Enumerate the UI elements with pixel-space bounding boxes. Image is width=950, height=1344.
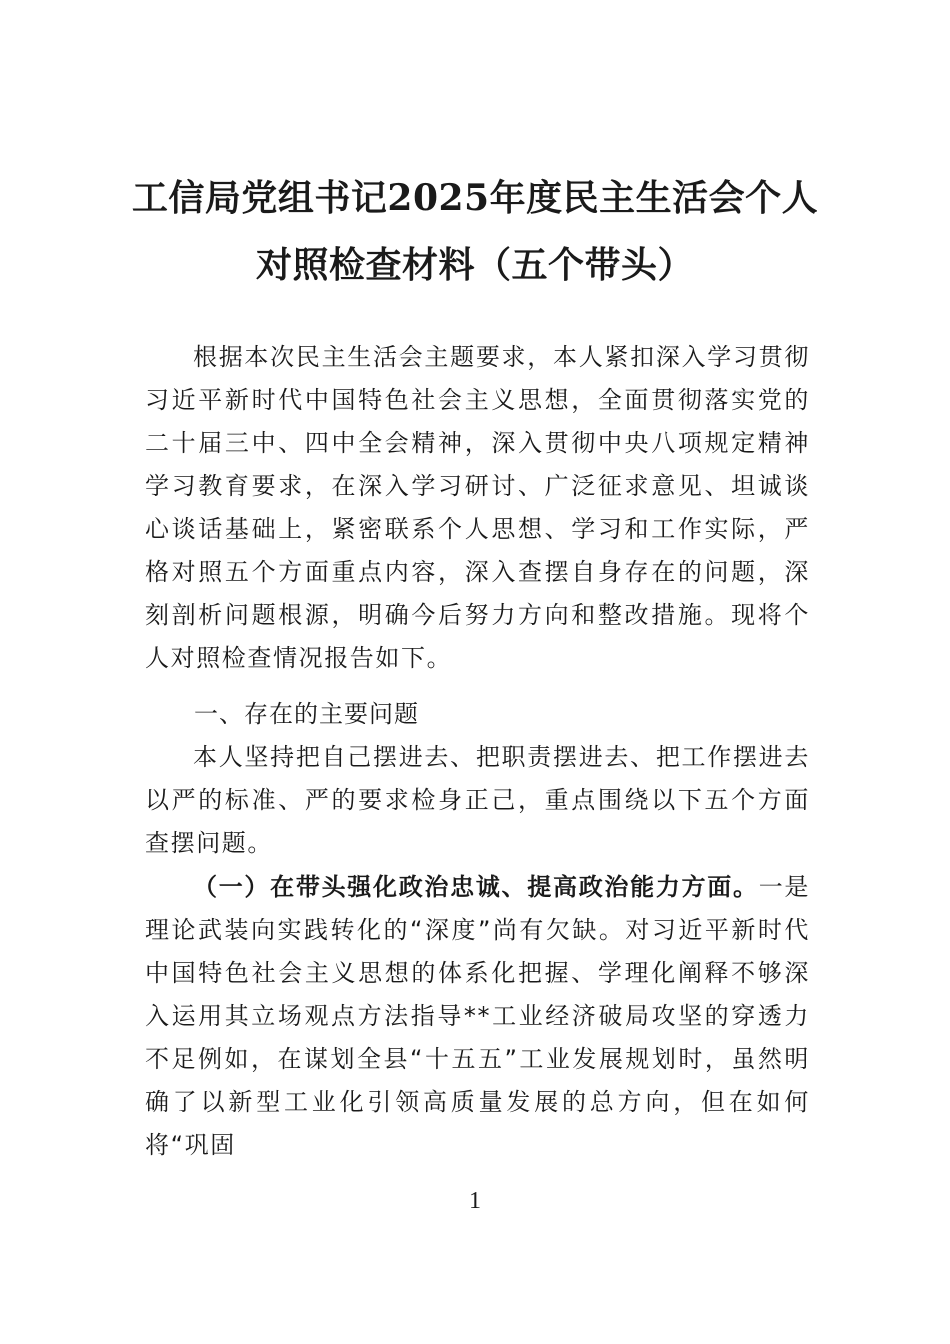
section-heading-main-problems: 一、存在的主要问题 [194, 700, 419, 728]
political-loyalty-paragraph [145, 866, 810, 1167]
document-title-line-1: 工信局党组书记2025年度民主生活会个人 [131, 177, 819, 219]
intro-paragraph: 根据本次民主生活会主题要求，本人紧扣深入学习贯彻习近平新时代中国特色社会主义思想，全面贯彻落实党的二十届三中、四中全会精神，深入贯彻中央八项规定精神学习教育要求，在深入学习研讨、广泛征求意见、坦诚谈心谈话基础上，紧密联系个人思想、学习和工作实际，严格对照五个方面重点内容，深入查摆自身存在的问题，深刻剖析问题根源，明确今后努力方向和整改措施。现将个人对照检查情况报告如下。 [145, 343, 810, 672]
problems-intro-paragraph: 本人坚持把自己摆进去、把职责摆进去、把工作摆进去以严的标准、严的要求检身正己，重点围绕以下五个方面查摆问题。 [145, 743, 810, 857]
page-number: 1 [469, 1188, 481, 1214]
subsection-heading-political-loyalty: （一）在带头强化政治忠诚、提高政治能力方面。 [193, 873, 759, 901]
document-title-line-2: 对照检查材料（五个带头） [255, 244, 694, 286]
political-loyalty-text: 一是理论武装向实践转化的“深度”尚有欠缺。对习近平新时代中国特色社会主义思想的体系化把握、学理化阐释不够深入运用其立场观点方法指导**工业经济破局攻坚的穿透力不足例如，在谋划全县“十五五”工业发展规划时，虽然明确了以新型工业化引领高质量发展的总方向，但在如何将“巩固 [145, 873, 811, 1159]
